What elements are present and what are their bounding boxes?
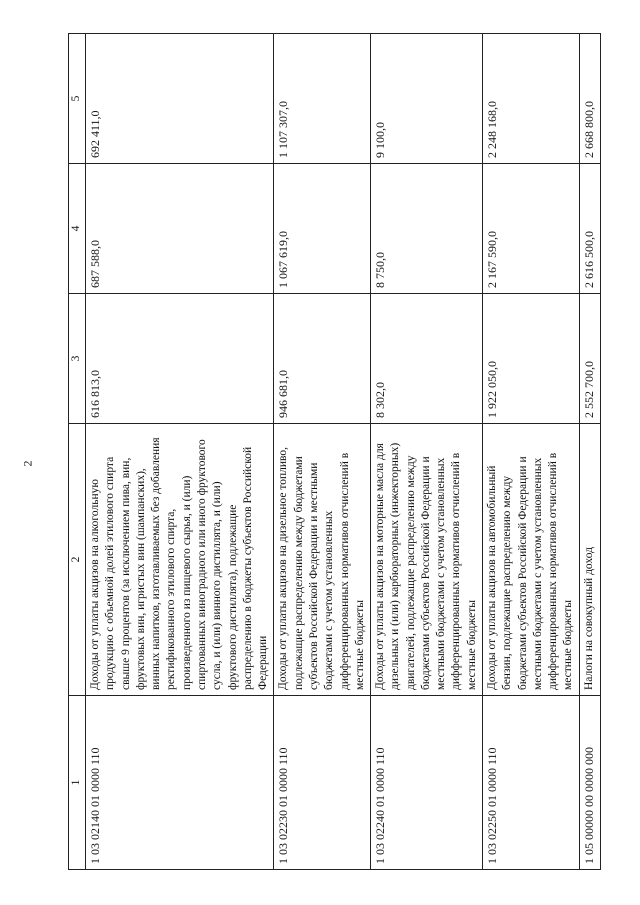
column-header-4: 4 — [69, 164, 86, 294]
column-header-3: 3 — [69, 294, 86, 424]
header-row — [69, 34, 86, 870]
rotated-table-container — [68, 34, 596, 870]
table-row — [371, 34, 483, 870]
income-description: Доходы от уплаты акцизов на дизельное топливо, подлежащие распределению между бюджетами субъектов Российской Федерации и местными бюджетами с учетом установленных дифференцированных нормативов отчислений в местные бюджеты — [274, 424, 371, 696]
value-col4: 2 616 500,0 — [579, 164, 600, 294]
value-col4: 8 750,0 — [371, 164, 483, 294]
value-col5: 2 668 800,0 — [579, 34, 600, 164]
income-description: Налоги на совокупный доход — [579, 424, 600, 696]
value-col3: 616 813,0 — [86, 294, 274, 424]
value-col3: 8 302,0 — [371, 294, 483, 424]
value-col3: 1 922 050,0 — [483, 294, 580, 424]
value-col4: 1 067 619,0 — [274, 164, 371, 294]
value-col5: 1 107 307,0 — [274, 34, 371, 164]
table-row — [579, 34, 600, 870]
column-header-2: 2 — [69, 424, 86, 696]
budget-code: 1 05 00000 00 0000 000 — [579, 696, 600, 870]
column-header-5: 5 — [69, 34, 86, 164]
table-row — [274, 34, 371, 870]
value-col5: 692 411,0 — [86, 34, 274, 164]
income-description: Доходы от уплаты акцизов на моторные масла для дизельных и (или) карбюраторных (инжекторных) двигателей, подлежащие распределению между бюджетами субъектов Российской Федерации и местными бюджетами с учетом установленных дифференцированных нормативов отчислений в местные бюджеты — [371, 424, 483, 696]
value-col5: 9 100,0 — [371, 34, 483, 164]
value-col4: 2 167 590,0 — [483, 164, 580, 294]
income-description: Доходы от уплаты акцизов на автомобильный бензин, подлежащие распределению между бюджетами субъектов Российской Федерации и местными бюджетами с учетом установленных дифференцированных нормативов отчислений в местные бюджеты — [483, 424, 580, 696]
budget-code: 1 03 02230 01 0000 110 — [274, 696, 371, 870]
budget-code: 1 03 02250 01 0000 110 — [483, 696, 580, 870]
value-col5: 2 248 168,0 — [483, 34, 580, 164]
page-number: 2 — [20, 460, 35, 467]
value-col4: 687 588,0 — [86, 164, 274, 294]
income-description: Доходы от уплаты акцизов на алкогольную продукцию с объемной долей этилового спирта свыше 9 процентов (за исключением пива, вин, фруктовых вин, игристых вин (шампанских), винных напитков, изготавливаемых без добавления ректификованного этилового спирта, произведенного из пищевого сырья, и (или) спиртованных виноградного или иного фруктового сусла, и (или) винного дистиллята, и (или) фруктового дистиллята), подлежащие распределению в бюджеты субъектов Российской Федерации — [86, 424, 274, 696]
value-col3: 2 552 700,0 — [579, 294, 600, 424]
budget-code: 1 03 02240 01 0000 110 — [371, 696, 483, 870]
value-col3: 946 681,0 — [274, 294, 371, 424]
table-row — [86, 34, 274, 870]
table-row — [483, 34, 580, 870]
column-header-1: 1 — [69, 696, 86, 870]
budget-code: 1 03 02140 01 0000 110 — [86, 696, 274, 870]
revenue-table — [68, 33, 601, 870]
